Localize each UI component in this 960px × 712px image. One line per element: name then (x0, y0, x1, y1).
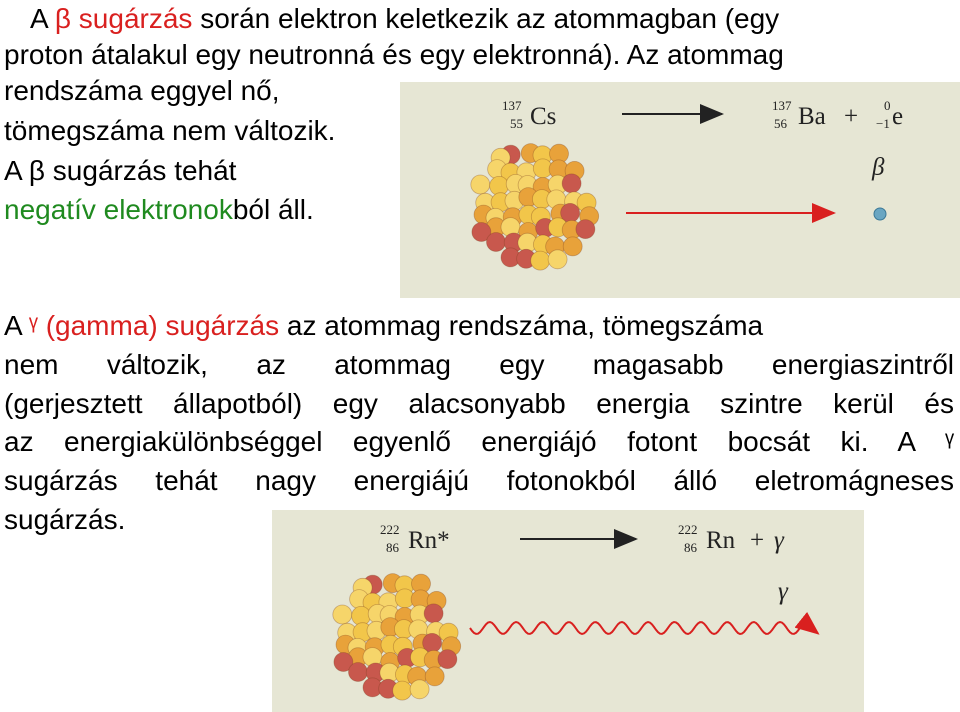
nucleon-ball (576, 220, 595, 239)
cesium-nucleus (471, 144, 599, 271)
gamma-line-2: nem változik, az atommag egy magasabb energiaszintről (4, 349, 954, 380)
gamma-radiation-term: ᵞ (gamma) sugárzás (28, 310, 280, 341)
gamma-line-3: (gerjesztett állapotból) egy alacsonyabb energia szintre kerül és (4, 388, 954, 419)
gamma-line-4: az energiakülönbséggel egyenlő energiájó fotont bocsát ki. A ᵞ (4, 426, 954, 457)
beta-line-2: proton átalakul egy neutronná és egy elektronná). Az atommag (4, 39, 784, 70)
beta-line-6-end: ból áll. (232, 194, 314, 225)
nucleon-ball (563, 237, 582, 256)
nucleon-ball (424, 604, 443, 623)
nucleon-ball (410, 680, 429, 699)
gamma-line-1 (4, 307, 954, 345)
nucleon-ball (349, 663, 368, 682)
beta-electron-dot (874, 208, 886, 220)
nucleon-ball (393, 681, 412, 700)
beta-line-1-end: során elektron keletkezik az atommagban (egy (192, 3, 780, 34)
beta-line-6 (4, 191, 314, 229)
gamma-line-6: sugárzás. (4, 504, 126, 535)
beta-particle-label: β (872, 154, 885, 181)
radon-nucleus (333, 574, 461, 701)
gamma-photon-wave (470, 622, 818, 634)
nucleon-ball (531, 251, 550, 270)
beta-decay-figure: 137 55 Cs 137 56 Ba + 0 −1 e β (400, 82, 960, 298)
gamma-line-5: sugárzás tehát nagy energiájú fotonokból álló eletromágneses (4, 465, 954, 496)
nucleon-ball (425, 667, 444, 686)
beta-radiation-term: β sugárzás (54, 3, 193, 34)
beta-line-4: tömegszáma nem változik. (4, 115, 336, 146)
beta-line-3: rendszáma eggyel nő, (4, 75, 280, 106)
beta-line-1 (30, 0, 779, 38)
negative-electrons-term: negatív elektronok (4, 194, 233, 225)
nucleon-ball (333, 605, 352, 624)
nucleon-ball (438, 650, 457, 669)
gamma-line-1-end: az atommag rendszáma, tömegszáma (279, 310, 764, 341)
nucleon-ball (487, 233, 506, 252)
nucleon-ball (471, 175, 490, 194)
beta-figure-graphics (400, 82, 960, 298)
beta-line-5: A β sugárzás tehát (4, 155, 237, 186)
gamma-decay-figure: 222 86 Rn* 222 86 Rn + γ γ (272, 510, 864, 712)
gamma-particle-label: γ (778, 578, 788, 605)
nucleon-ball (548, 250, 567, 269)
beta-line-1-start: A (30, 3, 55, 34)
gamma-line-1-start: A (4, 310, 29, 341)
nucleon-ball (562, 174, 581, 193)
